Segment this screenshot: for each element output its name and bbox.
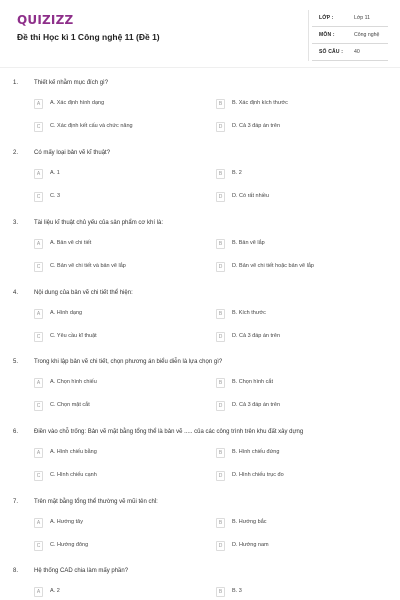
question-item <box>0 80 400 150</box>
question-text: Có mấy loại bản vẽ kĩ thuật? <box>34 150 111 156</box>
option-letter-box: A <box>34 309 43 319</box>
question-text: Tài liệu kĩ thuật chủ yếu của sản phẩm cơ khí là: <box>34 220 164 226</box>
option-text: A. Hướng tây <box>50 519 83 525</box>
option-letter-box: D <box>216 262 225 272</box>
question-text: Hệ thống CAD chia làm mấy phần? <box>34 568 129 574</box>
option-text: D. Cả 3 đáp án trên <box>232 402 281 408</box>
option-letter-box: B <box>216 448 225 458</box>
option-text: A. Chọn hình chiếu <box>50 379 97 385</box>
option-letter-box: B <box>216 169 225 179</box>
option-text: D. Cả 3 đáp án trên <box>232 123 281 129</box>
info-label: LỚP : <box>319 15 334 21</box>
question-number: 4. <box>13 290 19 296</box>
option-text: A. Bản vẽ chi tiết <box>50 240 92 246</box>
info-row-subject <box>312 27 388 44</box>
question-item <box>0 150 400 220</box>
info-label: MÔN : <box>319 32 335 38</box>
option-letter-box: A <box>34 587 43 597</box>
question-number: 7. <box>13 499 19 505</box>
option-letter-box: C <box>34 192 43 202</box>
option-text: D. Có rất nhiều <box>232 193 269 199</box>
info-row-class <box>312 10 388 27</box>
info-divider <box>308 10 309 61</box>
option-letter-box: C <box>34 122 43 132</box>
option-text: D. Bản vẽ chi tiết hoặc bản vẽ lắp <box>232 263 314 269</box>
question-item <box>0 220 400 290</box>
worksheet-header <box>0 0 400 66</box>
header-divider <box>0 67 400 68</box>
question-number: 8. <box>13 568 19 574</box>
option-text: C. Bản vẽ chi tiết và bản vẽ lắp <box>50 263 126 269</box>
option-text: C. Hình chiếu cạnh <box>50 472 97 478</box>
option-text: C. Chọn mặt cắt <box>50 402 90 408</box>
option-letter-box: B <box>216 239 225 249</box>
option-letter-box: D <box>216 541 225 551</box>
info-label: SỐ CÂU : <box>319 49 344 55</box>
question-number: 6. <box>13 429 19 435</box>
option-text: B. Hình chiếu đứng <box>232 449 280 455</box>
info-value: 40 <box>354 49 360 55</box>
option-text: A. 2 <box>50 588 60 594</box>
option-text: B. 3 <box>232 588 242 594</box>
option-letter-box: A <box>34 239 43 249</box>
option-text: D. Hướng nam <box>232 542 269 548</box>
option-text: D. Hình chiếu trục đo <box>232 472 284 478</box>
option-text: A. Hình chiếu bằng <box>50 449 97 455</box>
option-letter-box: D <box>216 401 225 411</box>
info-row-question-count <box>312 44 388 61</box>
option-letter-box: B <box>216 587 225 597</box>
option-text: C. Hướng đông <box>50 542 89 548</box>
option-letter-box: A <box>34 169 43 179</box>
question-item <box>0 429 400 499</box>
option-text: C. Xác định kết cấu và chức năng <box>50 123 133 129</box>
question-number: 2. <box>13 150 19 156</box>
option-text: A. 1 <box>50 170 60 176</box>
option-letter-box: D <box>216 192 225 202</box>
option-letter-box: B <box>216 99 225 109</box>
option-text: B. Bản vẽ lắp <box>232 240 265 246</box>
question-text: Trên mặt bằng tổng thể thường vẽ mũi tên chỉ: <box>34 499 158 505</box>
question-item <box>0 359 400 429</box>
question-number: 3. <box>13 220 19 226</box>
info-panel <box>312 10 388 61</box>
option-text: B. 2 <box>232 170 242 176</box>
question-number: 5. <box>13 359 19 365</box>
option-text: D. Cả 3 đáp án trên <box>232 333 281 339</box>
option-letter-box: A <box>34 378 43 388</box>
option-letter-box: C <box>34 401 43 411</box>
option-text: B. Kích thước <box>232 310 266 316</box>
question-number: 1. <box>13 80 19 86</box>
question-text: Điền vào chỗ trống: Bản vẽ mặt bằng tổng thể là bản vẽ ..... của các công trình trên khu đất xây dựng <box>34 429 304 435</box>
option-letter-box: A <box>34 518 43 528</box>
option-letter-box: A <box>34 99 43 109</box>
option-letter-box: D <box>216 122 225 132</box>
option-text: C. 3 <box>50 193 61 199</box>
option-letter-box: B <box>216 378 225 388</box>
option-letter-box: D <box>216 332 225 342</box>
option-text: B. Hướng bắc <box>232 519 267 525</box>
question-item <box>0 499 400 569</box>
info-value: Lớp 11 <box>354 15 370 21</box>
option-text: B. Chọn hình cắt <box>232 379 273 385</box>
option-text: B. Xác định kích thước <box>232 100 288 106</box>
quiz-title: Đề thi Học kì 1 Công nghệ 11 (Đề 1) <box>17 32 160 42</box>
option-text: A. Hình dạng <box>50 310 83 316</box>
option-letter-box: A <box>34 448 43 458</box>
option-letter-box: B <box>216 518 225 528</box>
option-text: A. Xác định hình dạng <box>50 100 105 106</box>
option-letter-box: B <box>216 309 225 319</box>
quizizz-logo: QUIZIZZ <box>17 13 74 27</box>
info-value: Công nghệ <box>354 32 380 38</box>
option-letter-box: C <box>34 471 43 481</box>
option-letter-box: C <box>34 262 43 272</box>
option-letter-box: C <box>34 541 43 551</box>
option-letter-box: D <box>216 471 225 481</box>
question-text: Trong khi lập bản vẽ chi tiết, chọn phương án biểu diễn là lựa chọn gì? <box>34 359 223 365</box>
question-text: Nội dung của bản vẽ chi tiết thể hiện: <box>34 290 133 296</box>
option-text: C. Yêu cầu kĩ thuật <box>50 333 97 339</box>
option-letter-box: C <box>34 332 43 342</box>
question-item <box>0 290 400 360</box>
question-item <box>0 568 400 600</box>
question-text: Thiết kế nhằm mục đích gì? <box>34 80 109 86</box>
